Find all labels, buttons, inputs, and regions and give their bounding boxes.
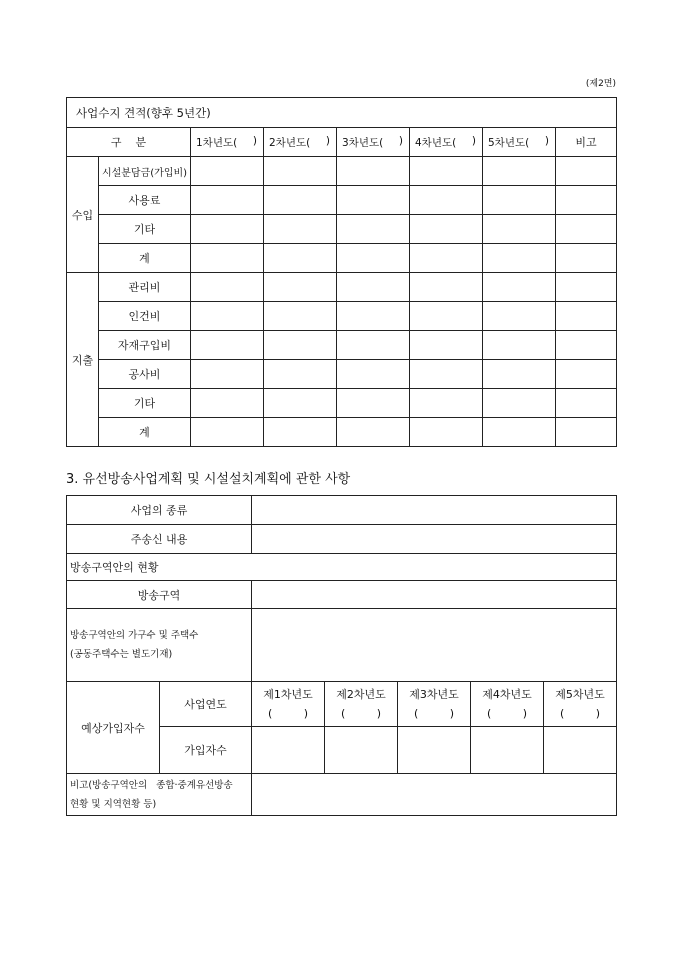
input-cell[interactable]	[556, 360, 617, 389]
input-cell[interactable]	[191, 157, 264, 186]
broadcast-area-value[interactable]	[252, 581, 617, 609]
households-value[interactable]	[252, 609, 617, 682]
transmission-value[interactable]	[252, 525, 617, 554]
input-cell[interactable]	[483, 273, 556, 302]
expense-row-label: 관리비	[99, 273, 191, 302]
input-cell[interactable]	[337, 418, 410, 447]
input-cell[interactable]	[483, 360, 556, 389]
business-year-label: 사업연도	[160, 682, 252, 727]
input-cell[interactable]	[556, 302, 617, 331]
input-cell[interactable]	[556, 244, 617, 273]
expense-row-label: 계	[99, 418, 191, 447]
input-cell[interactable]	[191, 273, 264, 302]
households-label: 방송구역안의 가구수 및 주택수 (공동주택수는 별도기재)	[67, 609, 252, 682]
expense-row-label: 기타	[99, 389, 191, 418]
expense-label: 지출	[67, 273, 99, 447]
input-cell[interactable]	[556, 186, 617, 215]
input-cell[interactable]	[483, 215, 556, 244]
input-cell[interactable]	[337, 186, 410, 215]
income-expense-table	[66, 97, 617, 447]
year-2-cell[interactable]: 제2차년도 ( )	[325, 682, 398, 727]
expense-row-label: 인건비	[99, 302, 191, 331]
input-cell[interactable]	[483, 418, 556, 447]
broadcast-area-label: 방송구역	[67, 581, 252, 609]
expected-subscribers-label: 예상가입자수	[67, 682, 160, 774]
input-cell[interactable]	[337, 302, 410, 331]
year-2-header: 2차년도( )	[264, 128, 337, 157]
input-cell[interactable]	[191, 418, 264, 447]
remarks-header: 비고	[556, 128, 617, 157]
year-1-header: 1차년도( )	[191, 128, 264, 157]
remarks-label: 비고(방송구역안의 종합·중계유선방송 현황 및 지역현황 등)	[67, 774, 252, 816]
input-cell[interactable]	[483, 186, 556, 215]
page-number: (제2면)	[585, 79, 616, 89]
input-cell[interactable]	[264, 186, 337, 215]
input-cell[interactable]	[337, 360, 410, 389]
income-label: 수입	[67, 157, 99, 273]
input-cell[interactable]	[264, 418, 337, 447]
income-row-label: 시설분담금(가입비)	[99, 157, 191, 186]
input-cell[interactable]	[410, 244, 483, 273]
input-cell[interactable]	[410, 302, 483, 331]
year-3-cell[interactable]: 제3차년도 ( )	[398, 682, 471, 727]
input-cell[interactable]	[410, 273, 483, 302]
income-row-label: 계	[99, 244, 191, 273]
input-cell[interactable]	[264, 157, 337, 186]
business-type-label: 사업의 종류	[67, 496, 252, 525]
input-cell[interactable]	[264, 360, 337, 389]
input-cell[interactable]	[410, 418, 483, 447]
income-row-label: 기타	[99, 215, 191, 244]
input-cell[interactable]	[264, 389, 337, 418]
input-cell[interactable]	[337, 331, 410, 360]
transmission-label: 주송신 내용	[67, 525, 252, 554]
expense-row-label: 공사비	[99, 360, 191, 389]
year-3-header: 3차년도( )	[337, 128, 410, 157]
input-cell[interactable]	[191, 331, 264, 360]
input-cell[interactable]	[410, 157, 483, 186]
input-cell[interactable]	[264, 244, 337, 273]
input-cell[interactable]	[337, 273, 410, 302]
input-cell[interactable]	[556, 331, 617, 360]
input-cell[interactable]	[337, 389, 410, 418]
section-3-heading: 3. 유선방송사업계획 및 시설설치계획에 관한 사항	[66, 472, 351, 487]
income-row-label: 사용료	[99, 186, 191, 215]
input-cell[interactable]	[556, 418, 617, 447]
input-cell[interactable]	[483, 389, 556, 418]
input-cell[interactable]	[191, 389, 264, 418]
remarks-value[interactable]	[252, 774, 617, 816]
input-cell[interactable]	[483, 244, 556, 273]
input-cell[interactable]	[191, 186, 264, 215]
year-5-header: 5차년도( )	[483, 128, 556, 157]
input-cell[interactable]	[410, 331, 483, 360]
input-cell[interactable]	[410, 360, 483, 389]
input-cell[interactable]	[337, 215, 410, 244]
business-type-value[interactable]	[252, 496, 617, 525]
input-cell[interactable]	[410, 215, 483, 244]
business-plan-table	[66, 495, 617, 816]
year-1-cell[interactable]: 제1차년도 ( )	[252, 682, 325, 727]
input-cell[interactable]	[410, 186, 483, 215]
input-cell[interactable]	[398, 727, 471, 774]
input-cell[interactable]	[483, 331, 556, 360]
input-cell[interactable]	[410, 389, 483, 418]
input-cell[interactable]	[544, 727, 617, 774]
year-4-header: 4차년도( )	[410, 128, 483, 157]
input-cell[interactable]	[556, 273, 617, 302]
input-cell[interactable]	[264, 215, 337, 244]
category-header: 구 분	[67, 128, 191, 157]
table-title: 사업수지 견적(향후 5년간)	[67, 98, 617, 128]
expense-row-label: 자재구입비	[99, 331, 191, 360]
input-cell[interactable]	[337, 244, 410, 273]
area-status-label: 방송구역안의 현황	[67, 554, 617, 581]
input-cell[interactable]	[556, 215, 617, 244]
input-cell[interactable]	[325, 727, 398, 774]
input-cell[interactable]	[556, 157, 617, 186]
input-cell[interactable]	[191, 215, 264, 244]
input-cell[interactable]	[556, 389, 617, 418]
input-cell[interactable]	[471, 727, 544, 774]
input-cell[interactable]	[483, 302, 556, 331]
input-cell[interactable]	[252, 727, 325, 774]
input-cell[interactable]	[191, 360, 264, 389]
input-cell[interactable]	[191, 244, 264, 273]
input-cell[interactable]	[264, 331, 337, 360]
input-cell[interactable]	[264, 273, 337, 302]
year-5-cell[interactable]: 제5차년도 ( )	[544, 682, 617, 727]
input-cell[interactable]	[191, 302, 264, 331]
year-4-cell[interactable]: 제4차년도 ( )	[471, 682, 544, 727]
input-cell[interactable]	[337, 157, 410, 186]
subscribers-label: 가입자수	[160, 727, 252, 774]
input-cell[interactable]	[264, 302, 337, 331]
input-cell[interactable]	[483, 157, 556, 186]
